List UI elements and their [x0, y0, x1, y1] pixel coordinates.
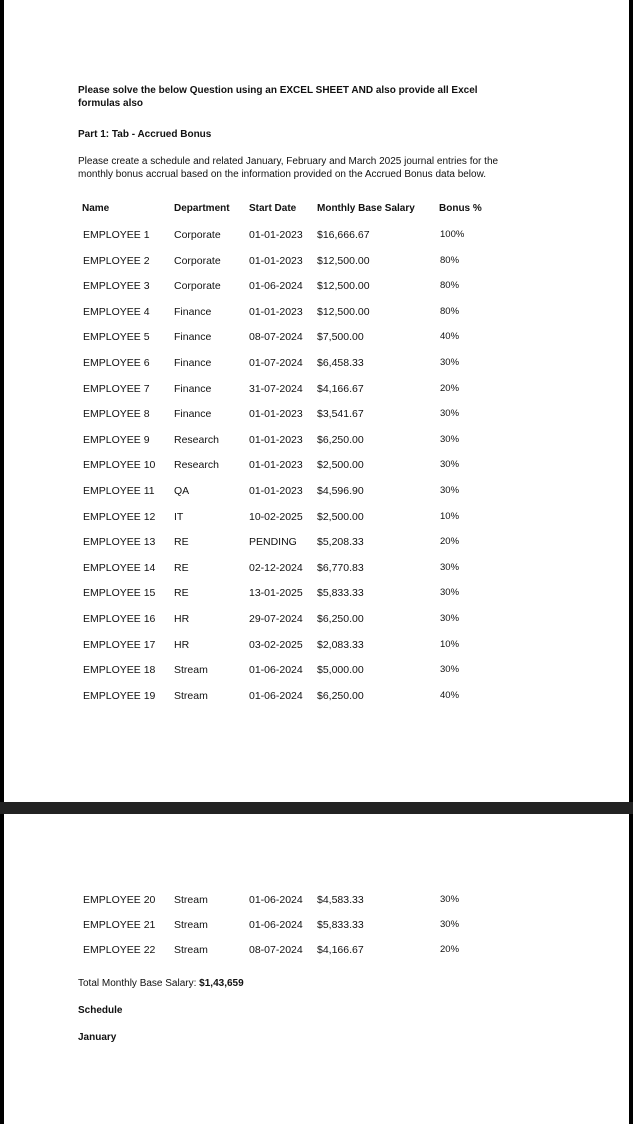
cell-bonus-percent: 30% — [440, 433, 460, 445]
instructions-line-1: Please create a schedule and related January, February and March 2025 journal entries for the — [78, 156, 499, 167]
table-row — [4, 918, 629, 932]
cell-monthly-base-salary: $2,083.33 — [317, 638, 364, 651]
cell-monthly-base-salary: $2,500.00 — [317, 459, 364, 472]
table-row — [4, 228, 629, 242]
question-title — [78, 84, 558, 110]
cell-bonus-percent: 80% — [440, 280, 460, 292]
cell-monthly-base-salary: $4,583.33 — [317, 894, 364, 906]
cell-bonus-percent: 30% — [440, 613, 460, 624]
header-name: Name — [82, 203, 110, 214]
header-bonus-percent: Bonus % — [439, 203, 482, 214]
cell-department: Finance — [174, 408, 212, 421]
cell-monthly-base-salary: $4,596.90 — [317, 485, 364, 497]
cell-department: Corporate — [174, 280, 221, 293]
cell-name: EMPLOYEE 15 — [83, 587, 156, 600]
cell-bonus-percent: 30% — [440, 408, 460, 420]
cell-department: RE — [174, 587, 189, 600]
cell-bonus-percent: 10% — [440, 510, 460, 522]
table-row — [4, 663, 629, 677]
table-row — [4, 612, 629, 626]
table-row — [4, 356, 629, 370]
table-row — [4, 535, 629, 549]
cell-bonus-percent: 40% — [440, 689, 460, 701]
cell-bonus-percent: 30% — [440, 561, 460, 573]
cell-start-date: 08-07-2024 — [249, 331, 303, 344]
cell-bonus-percent: 20% — [440, 536, 460, 548]
cell-department: HR — [174, 638, 190, 651]
cell-bonus-percent: 30% — [440, 587, 460, 599]
cell-name: EMPLOYEE 6 — [83, 357, 150, 369]
cell-department: Research — [174, 459, 219, 472]
cell-monthly-base-salary: $3,541.67 — [317, 408, 364, 421]
table-row — [4, 638, 629, 652]
cell-name: EMPLOYEE 22 — [83, 944, 156, 956]
table-row — [4, 943, 629, 957]
cell-monthly-base-salary: $12,500.00 — [317, 280, 370, 293]
cell-name: EMPLOYEE 17 — [83, 638, 156, 651]
cell-start-date: 02-12-2024 — [249, 561, 303, 574]
cell-department: HR — [174, 613, 190, 625]
cell-bonus-percent: 30% — [440, 919, 460, 930]
cell-name: EMPLOYEE 16 — [83, 613, 156, 625]
cell-start-date: 10-02-2025 — [249, 510, 303, 523]
cell-name: EMPLOYEE 7 — [83, 382, 150, 395]
cell-start-date: 01-06-2024 — [249, 280, 303, 293]
table-row — [4, 433, 629, 447]
table-row — [4, 330, 629, 344]
cell-name: EMPLOYEE 18 — [83, 664, 156, 677]
cell-start-date: 29-07-2024 — [249, 613, 303, 625]
cell-department: Stream — [174, 894, 208, 906]
document-page-1 — [4, 0, 629, 802]
cell-monthly-base-salary: $6,250.00 — [317, 613, 364, 625]
header-department: Department — [174, 203, 230, 214]
cell-start-date: 01-01-2023 — [249, 433, 303, 446]
cell-department: Finance — [174, 331, 212, 344]
cell-monthly-base-salary: $6,770.83 — [317, 561, 364, 574]
header-monthly-base-salary: Monthly Base Salary — [317, 203, 415, 214]
cell-name: EMPLOYEE 19 — [83, 689, 156, 702]
cell-name: EMPLOYEE 21 — [83, 919, 156, 931]
document-page-2 — [4, 814, 629, 1124]
cell-department: Stream — [174, 664, 208, 677]
cell-name: EMPLOYEE 3 — [83, 280, 150, 293]
cell-start-date: 13-01-2025 — [249, 587, 303, 600]
cell-department: Finance — [174, 382, 212, 395]
table-row — [4, 279, 629, 293]
cell-name: EMPLOYEE 12 — [83, 510, 156, 523]
table-row — [4, 254, 629, 268]
table-row — [4, 382, 629, 396]
cell-name: EMPLOYEE 10 — [83, 459, 156, 472]
cell-department: Stream — [174, 944, 208, 956]
cell-department: QA — [174, 485, 190, 497]
table-row — [4, 484, 629, 498]
part-title: Part 1: Tab - Accrued Bonus — [78, 129, 212, 140]
table-row — [4, 586, 629, 600]
cell-monthly-base-salary: $4,166.67 — [317, 382, 364, 395]
total-value: $1,43,659 — [199, 978, 244, 989]
table-row — [4, 689, 629, 703]
cell-name: EMPLOYEE 11 — [83, 485, 155, 497]
cell-start-date: 31-07-2024 — [249, 382, 303, 395]
cell-monthly-base-salary: $5,833.33 — [317, 587, 364, 600]
cell-bonus-percent: 20% — [440, 944, 460, 955]
cell-department: Finance — [174, 357, 212, 369]
cell-start-date: 01-07-2024 — [249, 357, 303, 369]
cell-start-date: 01-01-2023 — [249, 254, 303, 267]
table-header — [4, 202, 629, 216]
cell-department: Corporate — [174, 229, 221, 241]
cell-monthly-base-salary: $7,500.00 — [317, 331, 364, 344]
cell-name: EMPLOYEE 4 — [83, 305, 150, 318]
table-row — [4, 510, 629, 524]
cell-start-date: 01-06-2024 — [249, 894, 303, 906]
schedule-heading: Schedule — [78, 1005, 123, 1016]
cell-bonus-percent: 30% — [440, 459, 460, 471]
cell-start-date: 03-02-2025 — [249, 638, 303, 651]
page-divider — [0, 802, 633, 814]
cell-name: EMPLOYEE 13 — [83, 536, 156, 549]
cell-name: EMPLOYEE 14 — [83, 561, 156, 574]
cell-start-date: 01-01-2023 — [249, 485, 303, 497]
total-line — [78, 977, 244, 990]
cell-start-date: 01-01-2023 — [249, 459, 303, 472]
cell-start-date: PENDING — [249, 536, 297, 549]
cell-department: Stream — [174, 919, 208, 931]
cell-bonus-percent: 40% — [440, 331, 460, 343]
question-line-1: Please solve the below Question using an EXCEL SHEET AND also provide all Excel — [78, 85, 478, 96]
cell-bonus-percent: 30% — [440, 664, 460, 676]
cell-name: EMPLOYEE 9 — [83, 433, 150, 446]
question-line-2: formulas also — [78, 98, 144, 109]
january-heading: January — [78, 1032, 117, 1043]
cell-department: Finance — [174, 305, 212, 318]
cell-start-date: 01-01-2023 — [249, 229, 303, 241]
cell-start-date: 08-07-2024 — [249, 944, 303, 956]
cell-bonus-percent: 80% — [440, 254, 460, 266]
cell-monthly-base-salary: $4,166.67 — [317, 944, 364, 956]
cell-bonus-percent: 30% — [440, 485, 460, 496]
cell-monthly-base-salary: $16,666.67 — [317, 229, 370, 241]
cell-name: EMPLOYEE 20 — [83, 894, 156, 906]
cell-department: Research — [174, 433, 219, 446]
cell-department: IT — [174, 510, 184, 523]
table-row — [4, 458, 629, 472]
cell-bonus-percent: 30% — [440, 357, 460, 368]
cell-bonus-percent: 20% — [440, 382, 460, 394]
cell-name: EMPLOYEE 2 — [83, 254, 150, 267]
cell-name: EMPLOYEE 1 — [83, 229, 150, 241]
cell-bonus-percent: 100% — [440, 229, 465, 240]
instructions-line-2: monthly bonus accrual based on the information provided on the Accrued Bonus data below. — [78, 169, 487, 180]
cell-monthly-base-salary: $12,500.00 — [317, 305, 370, 318]
cell-monthly-base-salary: $5,000.00 — [317, 664, 364, 677]
cell-bonus-percent: 30% — [440, 894, 460, 905]
cell-department: Corporate — [174, 254, 221, 267]
cell-monthly-base-salary: $5,208.33 — [317, 536, 364, 549]
cell-monthly-base-salary: $6,250.00 — [317, 689, 364, 702]
cell-start-date: 01-06-2024 — [249, 664, 303, 677]
cell-monthly-base-salary: $2,500.00 — [317, 510, 364, 523]
table-row — [4, 561, 629, 575]
header-start-date: Start Date — [249, 203, 297, 214]
table-row — [4, 407, 629, 421]
instructions — [78, 155, 558, 181]
table-row — [4, 893, 629, 907]
cell-name: EMPLOYEE 8 — [83, 408, 150, 421]
total-label: Total Monthly Base Salary: — [78, 978, 200, 989]
cell-start-date: 01-06-2024 — [249, 689, 303, 702]
cell-bonus-percent: 80% — [440, 305, 460, 317]
table-row — [4, 305, 629, 319]
cell-start-date: 01-01-2023 — [249, 408, 303, 421]
cell-start-date: 01-01-2023 — [249, 305, 303, 318]
cell-name: EMPLOYEE 5 — [83, 331, 150, 344]
cell-department: Stream — [174, 689, 208, 702]
cell-department: RE — [174, 561, 189, 574]
cell-department: RE — [174, 536, 189, 549]
cell-bonus-percent: 10% — [440, 638, 460, 650]
cell-monthly-base-salary: $6,458.33 — [317, 357, 364, 369]
cell-monthly-base-salary: $6,250.00 — [317, 433, 364, 446]
cell-monthly-base-salary: $12,500.00 — [317, 254, 370, 267]
cell-monthly-base-salary: $5,833.33 — [317, 919, 364, 931]
cell-start-date: 01-06-2024 — [249, 919, 303, 931]
